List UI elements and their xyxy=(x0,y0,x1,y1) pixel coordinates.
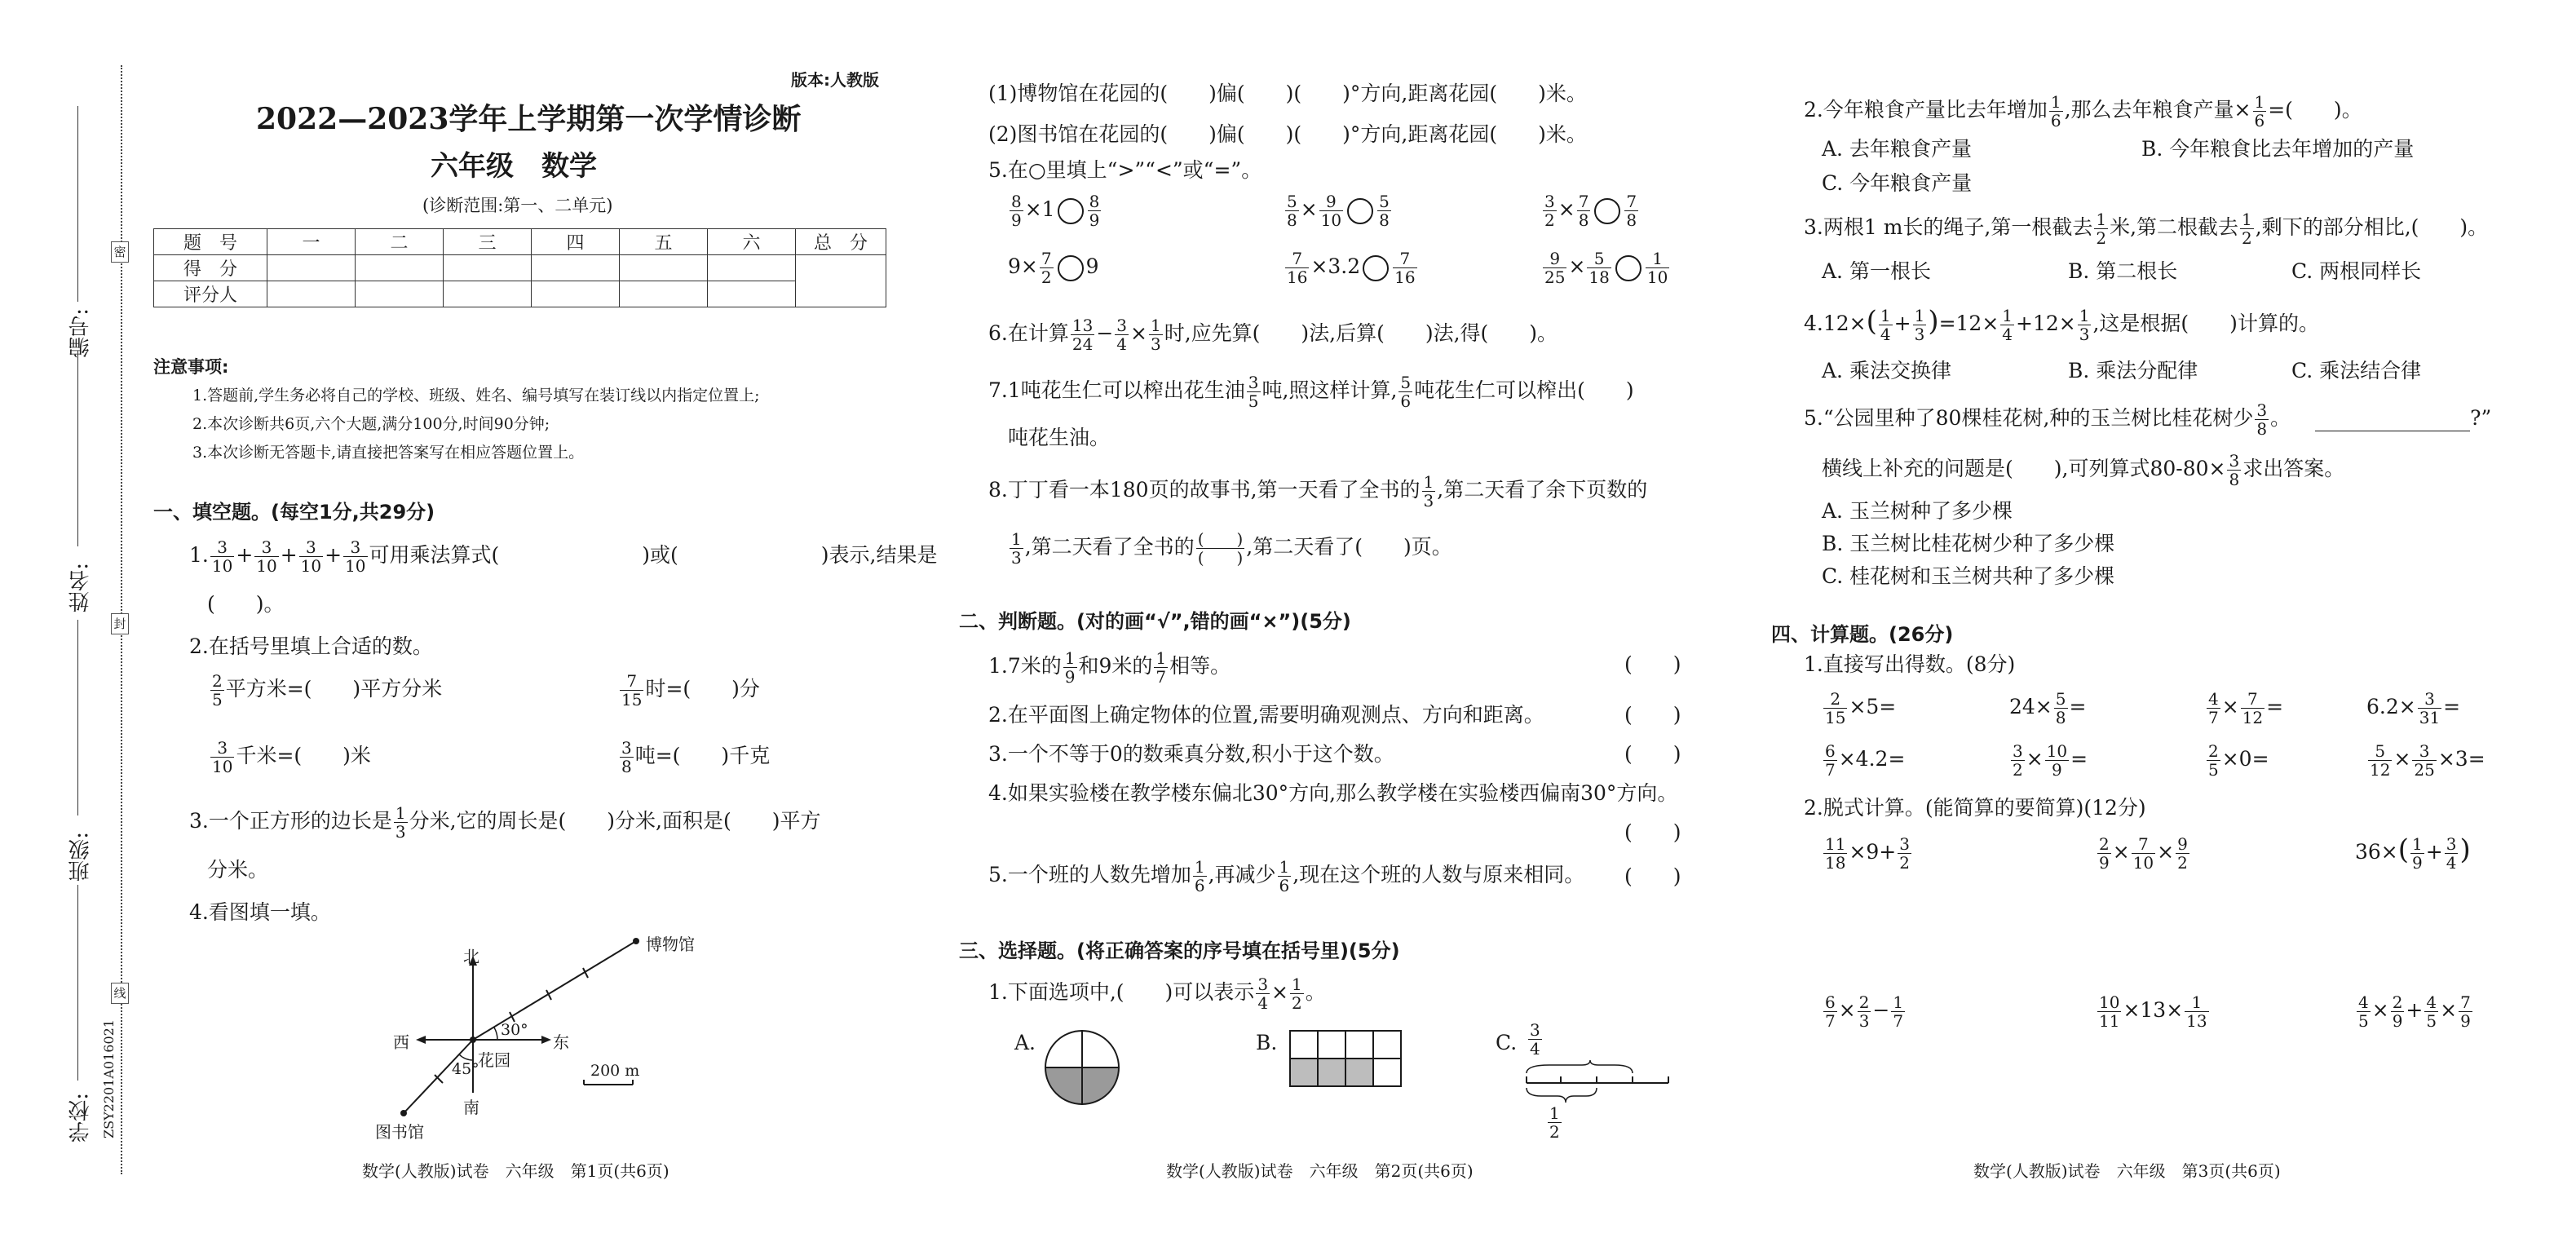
calc-direct[interactable]: $\frac{3}{2}$ × $\frac{10}{9}$ = xyxy=(2013,741,2088,780)
score-header: 五 xyxy=(620,229,708,255)
q1-6: 6.在计算 $\frac{13}{24}$ − $\frac{3}{4}$ × $\frac{1}{3}$ 时,应先算( )法,后算( )法,得( )。 xyxy=(988,316,1558,354)
q1-3: 3.一个正方形的边长是 $\frac{1}{3}$ 分米,它的周长是( )分米,面积是( )平方 xyxy=(189,803,821,842)
compare-circle[interactable] xyxy=(1058,198,1084,224)
map-west-label: 西 xyxy=(393,1032,409,1052)
map-south-label: 南 xyxy=(463,1098,479,1117)
choice-1: 1.下面选项中,( )可以表示 $\frac{3}{4}$ × $\frac{1}{2}$ 。 xyxy=(988,975,1326,1013)
seal-char-3: 线 xyxy=(111,983,129,1004)
judge-5: 5.一个班的人数先增加 $\frac{1}{6}$ ,再减少 $\frac{1}{6}$ ,现在这个班的人数与原来相同。 xyxy=(988,857,1585,895)
compare-circle[interactable] xyxy=(1347,198,1373,224)
judge-3: 3.一个不等于0的数乘真分数,积小于这个数。 xyxy=(988,742,1394,766)
map-angle-east: 30° xyxy=(501,1021,528,1039)
score-header: 六 xyxy=(708,229,796,255)
section1-title: 一、填空题。(每空1分,共29分) xyxy=(153,501,435,524)
judge-4-answer[interactable]: ( ) xyxy=(1624,820,1681,844)
choice-2-option-b[interactable]: B. 今年粮食比去年增加的产量 xyxy=(2141,137,2415,161)
calc-direct[interactable]: $\frac{6}{7}$ ×4.2= xyxy=(1825,741,1906,780)
grader-cell[interactable] xyxy=(708,281,796,307)
score-cell[interactable] xyxy=(532,255,620,281)
score-cell[interactable] xyxy=(356,255,444,281)
option-c-segment-figure[interactable] xyxy=(1525,1059,1672,1107)
q1-3-cont: 分米。 xyxy=(207,858,269,882)
judge-1-answer[interactable]: ( ) xyxy=(1624,652,1681,676)
compare-circle[interactable] xyxy=(1363,255,1389,281)
calc-2-title: 2.脱式计算。(能简算的要简算)(12分) xyxy=(1804,796,2146,820)
direction-map xyxy=(359,930,734,1150)
name-write-line[interactable] xyxy=(77,351,78,546)
paper-code: ZSY2201A016021 xyxy=(101,1019,117,1138)
calc-stepwise[interactable]: $\frac{4}{5}$ × $\frac{2}{9}$ + $\frac{4}{5}$ × $\frac{7}{9}$ xyxy=(2358,992,2471,1031)
choice-5-option-b[interactable]: B. 玉兰树比桂花树少种了多少棵 xyxy=(1822,532,2115,555)
school-label: 学校: xyxy=(68,1093,93,1143)
score-header: 题 号 xyxy=(154,229,267,255)
total-score-cell[interactable] xyxy=(796,255,886,307)
grader-cell[interactable] xyxy=(267,281,356,307)
compare-circle[interactable] xyxy=(1615,255,1641,281)
score-row-label: 评分人 xyxy=(154,281,267,307)
calc-direct[interactable]: 24× $\frac{5}{8}$ = xyxy=(2009,689,2087,727)
option-b-grid-figure[interactable] xyxy=(1288,1029,1403,1088)
map-angle-south: 45° xyxy=(452,1060,479,1078)
exam-title: 2022—2023学年上学期第一次学情诊断 xyxy=(256,102,802,136)
calc-1-title: 1.直接写出得数。(8分) xyxy=(1804,652,2016,676)
calc-direct[interactable]: $\frac{2}{15}$ ×5= xyxy=(1825,689,1897,727)
seal-char-1: 密 xyxy=(111,241,129,263)
map-north-label: 北 xyxy=(463,947,479,966)
score-header: 四 xyxy=(532,229,620,255)
page2-footer: 数学(人教版)试卷 六年级 第2页(共6页) xyxy=(1166,1161,1474,1181)
note-item: 1.答题前,学生务必将自己的学校、班级、姓名、编号填写在装订线以内指定位置上; xyxy=(192,387,760,404)
score-row-label: 得 分 xyxy=(154,255,267,281)
compare-2: $\frac{5}{8}$ × $\frac{9}{10}$ $\frac{5}{8}$ xyxy=(1287,192,1390,230)
score-header: 二 xyxy=(356,229,444,255)
choice-4-option-a[interactable]: A. 乘法交换律 xyxy=(1822,359,1951,382)
calc-direct[interactable]: 6.2× $\frac{3}{31}$ = xyxy=(2366,689,2461,727)
q1-1: 1. $\frac{3}{10}$ + $\frac{3}{10}$ + $\frac{3}{10}$ + $\frac{3}{10}$ 可用乘法算式( )或( )表示,结果是 xyxy=(189,537,938,576)
map-museum-label: 博物馆 xyxy=(646,935,695,954)
grader-cell[interactable] xyxy=(532,281,620,307)
section2-title: 二、判断题。(对的画“√”,错的画“×”)(5分) xyxy=(959,610,1351,633)
compare-3: $\frac{3}{2}$ × $\frac{7}{8}$ $\frac{7}{8}$ xyxy=(1544,192,1637,230)
choice-5-option-a[interactable]: A. 玉兰树种了多少棵 xyxy=(1822,499,2013,523)
q1-2d: $\frac{3}{8}$ 吨=( )千克 xyxy=(621,738,771,776)
q1-2a: $\frac{2}{5}$ 平方米=( )平方分米 xyxy=(212,671,443,709)
choice-5-blank[interactable] xyxy=(2315,406,2470,431)
q1-4b: (2)图书馆在花园的( )偏( )( )°方向,距离花园( )米。 xyxy=(988,122,1587,146)
score-header: 三 xyxy=(444,229,532,255)
choice-3: 3.两根1 m长的绳子,第一根截去 $\frac{1}{2}$ 米,第二根截去 $\frac{1}{2}$ ,剩下的部分相比,( )。 xyxy=(1804,210,2489,248)
page3-footer: 数学(人教版)试卷 六年级 第3页(共6页) xyxy=(1973,1161,2281,1181)
q1-2c: $\frac{3}{10}$ 千米=( )米 xyxy=(212,738,371,776)
choice-3-option-b[interactable]: B. 第二根长 xyxy=(2068,259,2178,283)
judge-1: 1.7米的 $\frac{1}{9}$ 和9米的 $\frac{1}{7}$ 相等。 xyxy=(988,648,1231,687)
score-header: 一 xyxy=(267,229,356,255)
choice-3-option-a[interactable]: A. 第一根长 xyxy=(1822,259,1931,283)
choice-3-option-c[interactable]: C. 两根同样长 xyxy=(2291,259,2422,283)
option-c-bottom-fraction: $\frac{1}{2}$ xyxy=(1549,1103,1560,1142)
school-write-line[interactable] xyxy=(77,885,78,1081)
edition-label: 版本:人教版 xyxy=(791,70,879,90)
q1-5: 5.在○里填上“>”“<”或“=”。 xyxy=(988,158,1262,182)
choice-5-option-c[interactable]: C. 桂花树和玉兰树共种了多少棵 xyxy=(1822,564,2115,588)
compare-1: $\frac{8}{9}$ ×1 $\frac{8}{9}$ xyxy=(1011,192,1100,230)
grader-cell[interactable] xyxy=(356,281,444,307)
calc-direct[interactable]: $\frac{5}{12}$ × $\frac{3}{25}$ ×3= xyxy=(2370,741,2485,780)
calc-direct[interactable]: $\frac{4}{7}$ × $\frac{7}{12}$ = xyxy=(2208,689,2284,727)
q1-7-cont: 吨花生油。 xyxy=(1008,426,1111,449)
q1-2: 2.在括号里填上合适的数。 xyxy=(189,634,433,658)
note-item: 3.本次诊断无答题卡,请直接把答案写在相应答题位置上。 xyxy=(192,444,585,462)
choice-5-cont: 横线上补充的问题是( ),可列算式80-80× $\frac{3}{8}$ 求出答案。 xyxy=(1822,451,2345,489)
choice-2: 2.今年粮食产量比去年增加 $\frac{1}{6}$ ,那么去年粮食产量× $\frac{1}{6}$ =( )。 xyxy=(1804,92,2362,130)
judge-5-answer[interactable]: ( ) xyxy=(1624,864,1681,888)
score-cell[interactable] xyxy=(444,255,532,281)
calc-stepwise[interactable]: $\frac{10}{11}$ ×13× $\frac{1}{13}$ xyxy=(2099,992,2207,1031)
judge-2: 2.在平面图上确定物体的位置,需要明确观测点、方向和距离。 xyxy=(988,703,1544,727)
seal-char-2: 封 xyxy=(111,613,129,634)
score-header: 总 分 xyxy=(796,229,886,255)
grader-cell[interactable] xyxy=(620,281,708,307)
option-c-top-fraction: $\frac{3}{4}$ xyxy=(1530,1020,1540,1059)
choice-5: 5.“公园里种了80棵桂花树,种的玉兰树比桂花树少 $\frac{3}{8}$ 。 ?” xyxy=(1804,400,2492,439)
class-label: 班级: xyxy=(68,832,93,882)
page1-footer: 数学(人教版)试卷 六年级 第1页(共6页) xyxy=(362,1161,669,1181)
choice-4-option-b[interactable]: B. 乘法分配律 xyxy=(2068,359,2198,382)
class-write-line[interactable] xyxy=(77,620,78,815)
judge-3-answer[interactable]: ( ) xyxy=(1624,742,1681,766)
judge-4: 4.如果实验楼在教学楼东偏北30°方向,那么教学楼在实验楼西偏南30°方向。 xyxy=(988,781,1678,805)
exam-subtitle: 六年级 数学 xyxy=(431,150,597,183)
choice-2-option-c[interactable]: C. 今年粮食产量 xyxy=(1822,171,1973,195)
option-a-circle-figure[interactable] xyxy=(1044,1029,1120,1106)
score-cell[interactable] xyxy=(267,255,356,281)
section3-title: 三、选择题。(将正确答案的序号填在括号里)(5分) xyxy=(959,939,1400,962)
q1-8-cont: $\frac{1}{3}$ ,第二天看了全书的 $\frac{( )}{( )}$ ,第二天看了( )页。 xyxy=(1011,529,1452,568)
compare-5: $\frac{7}{16}$ ×3.2 $\frac{7}{16}$ xyxy=(1287,249,1416,287)
map-library-label: 图书馆 xyxy=(375,1122,424,1142)
calc-stepwise[interactable]: $\frac{2}{9}$ × $\frac{7}{10}$ × $\frac{9}{2}$ xyxy=(2099,834,2188,873)
exam-scope: (诊断范围:第一、二单元) xyxy=(422,196,613,215)
option-c-label: C. xyxy=(1496,1031,1518,1054)
option-a-label: A. xyxy=(1014,1031,1036,1054)
calc-stepwise[interactable]: $\frac{6}{7}$ × $\frac{2}{3}$ − $\frac{1}{7}$ xyxy=(1825,992,1904,1031)
calc-direct[interactable]: $\frac{2}{5}$ ×0= xyxy=(2208,741,2269,780)
grader-cell[interactable] xyxy=(444,281,532,307)
map-garden-label: 花园 xyxy=(478,1050,510,1070)
choice-2-option-a[interactable]: A. 去年粮食产量 xyxy=(1822,137,1972,161)
score-cell[interactable] xyxy=(620,255,708,281)
id-write-line[interactable] xyxy=(77,106,78,302)
compare-4: 9× $\frac{7}{2}$ 9 xyxy=(1008,249,1099,287)
notes-title: 注意事项: xyxy=(153,357,229,377)
name-label: 姓名: xyxy=(68,563,93,612)
id-label: 编号: xyxy=(68,308,93,358)
q1-8: 8.丁丁看一本180页的故事书,第一天看了全书的 $\frac{1}{3}$ ,第二天看了余下页数的 xyxy=(988,472,1648,511)
q1-4: 4.看图填一填。 xyxy=(189,900,331,924)
choice-4: 4.12×( $\frac{1}{4}$ + $\frac{1}{3}$ )=12× $\frac{1}{4}$ +12× $\frac{1}{3}$ ,这是根据( )计算的。 xyxy=(1804,305,2319,344)
q1-7: 7.1吨花生仁可以榨出花生油 $\frac{3}{5}$ 吨,照这样计算, $\frac{5}{6}$ 吨花生仁可以榨出( ) xyxy=(988,373,1634,411)
calc-stepwise[interactable]: $\frac{11}{18}$ ×9+ $\frac{3}{2}$ xyxy=(1825,834,1910,873)
judge-2-answer[interactable]: ( ) xyxy=(1624,703,1681,727)
score-table xyxy=(153,228,886,307)
q1-2b: $\frac{7}{15}$ 时=( )分 xyxy=(621,671,760,709)
compare-circle[interactable] xyxy=(1058,255,1084,281)
choice-4-option-c[interactable]: C. 乘法结合律 xyxy=(2291,359,2422,382)
note-item: 2.本次诊断共6页,六个大题,满分100分,时间90分钟; xyxy=(192,415,550,433)
score-cell[interactable] xyxy=(708,255,796,281)
q1-1-result: ( )。 xyxy=(207,592,285,616)
section4-title: 四、计算题。(26分) xyxy=(1771,623,1954,646)
calc-stepwise[interactable]: 36×( $\frac{1}{9}$ + $\frac{3}{4}$ ) xyxy=(2355,833,2471,873)
map-scale-label: 200 m xyxy=(590,1062,640,1080)
compare-circle[interactable] xyxy=(1594,198,1620,224)
compare-6: $\frac{9}{25}$ × $\frac{5}{18}$ $\frac{1}{10}$ xyxy=(1544,249,1668,287)
q1-4a: (1)博物馆在花园的( )偏( )( )°方向,距离花园( )米。 xyxy=(988,82,1587,105)
option-b-label: B. xyxy=(1256,1031,1278,1054)
map-east-label: 东 xyxy=(553,1032,569,1052)
